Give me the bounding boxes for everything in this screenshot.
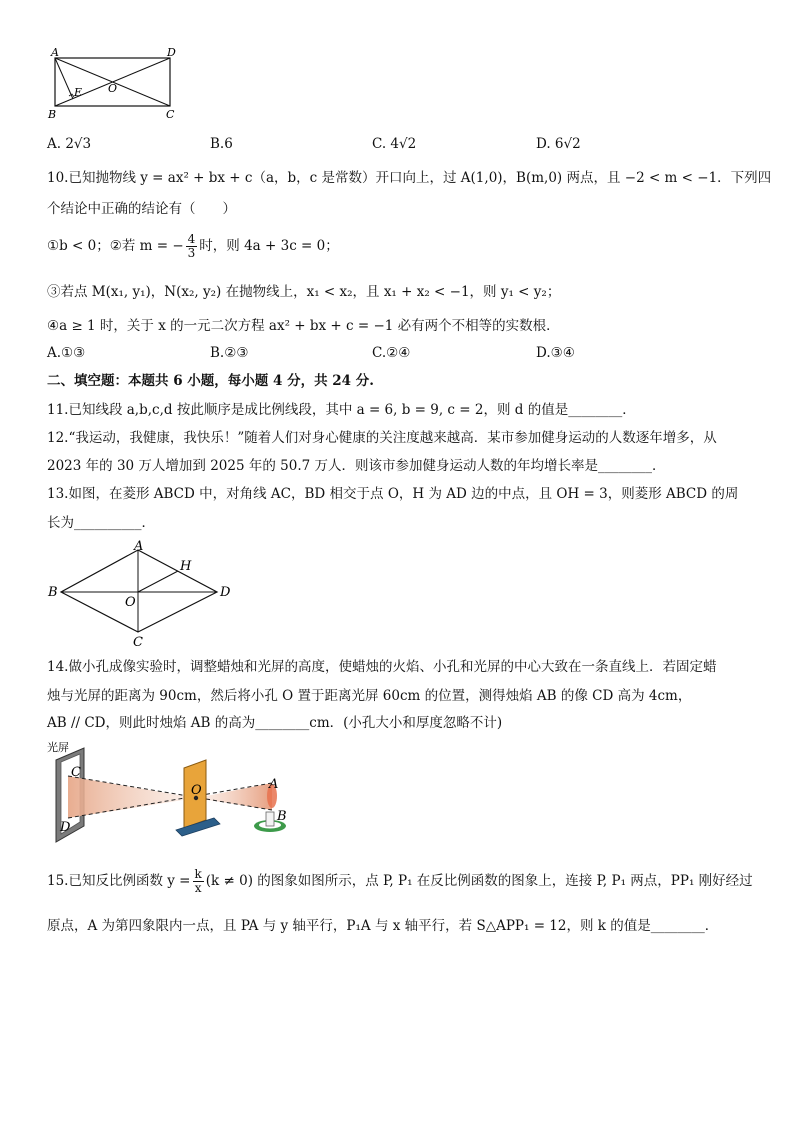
q10-option-d: D.③④ [536, 345, 575, 361]
beam-left [68, 776, 196, 818]
q10-s1-pre: ①b < 0；②若 m = − [47, 238, 184, 254]
q10-statement-3: ③若点 M(x₁, y₁)，N(x₂, y₂) 在抛物线上，x₁ < x₂，且 x₁ + x₂ < −1，则 y₁ < y₂； [47, 284, 561, 300]
q9-rectangle-figure [45, 46, 185, 122]
q15-fraction: $\frac{k}{x}$ [194, 867, 202, 895]
q14-stem-line3: AB // CD，则此时烛焰 AB 的高为________cm．(小孔大小和厚度忽略不计) [47, 715, 503, 731]
q15-line1-pre: 15.已知反比例函数 y = [47, 873, 191, 889]
label-d: D [60, 820, 71, 835]
label-d: D [167, 46, 176, 59]
q14-stem-line2: 烛与光屏的距离为 90cm，然后将小孔 O 置于距离光屏 60cm 的位置，测得烛焰 AB 的像 CD 高为 4cm， [47, 688, 692, 704]
q15-stem-line2: 原点，A 为第四象限内一点，且 PA 与 y 轴平行，P₁A 与 x 轴平行，若 S△APP₁ = 12，则 k 的值是________． [47, 918, 719, 934]
q9-option-d: D. 6√2 [536, 136, 581, 152]
q13-rhombus-figure [44, 538, 244, 648]
q12-stem-line2: 2023 年的 30 万人增加到 2025 年的 50.7 万人．则该市参加健身运动人数的年均增长率是________． [47, 458, 666, 474]
label-a: A [134, 539, 144, 554]
q9-option-c: C. 4√2 [372, 136, 417, 152]
q10-stem-line1: 10.已知抛物线 y = ax² + bx + c（a，b，c 是常数）开口向上，过 A(1,0)，B(m,0) 两点，且 −2 < m < −1．下列四 [47, 170, 772, 186]
q13-stem-line2: 长为__________． [47, 515, 155, 531]
q9-option-b: B.6 [210, 136, 233, 152]
label-b: B [48, 585, 58, 600]
label-c: C [133, 635, 143, 648]
label-c: C [166, 108, 175, 121]
label-o: O [125, 595, 136, 610]
label-e: E [74, 86, 83, 99]
label-a: A [51, 46, 59, 59]
segment-oh [138, 571, 178, 592]
candle-body [266, 812, 274, 826]
q13-stem-line1: 13.如图，在菱形 ABCD 中，对角线 AC，BD 相交于点 O，H 为 AD 边的中点，且 OH = 3，则菱形 ABCD 的周 [47, 486, 739, 502]
beam-right [196, 783, 272, 810]
q14-pinhole-figure [44, 738, 304, 850]
q15-stem-line1 [47, 868, 753, 895]
label-b: B [48, 108, 57, 121]
q10-statement-4: ④a ≥ 1 时，关于 x 的一元二次方程 ax² + bx + c = −1 必有两个不相等的实数根． [47, 318, 560, 334]
label-d: D [220, 585, 231, 600]
q10-s1-post: 时，则 4a + 3c = 0； [199, 238, 339, 254]
label-o: O [108, 82, 118, 95]
q12-stem-line1: 12.“我运动，我健康，我快乐！”随着人们对身心健康的关注度越来越高．某市参加健身运动的人数逐年增多，从 [47, 430, 717, 446]
q10-option-b: B.②③ [210, 345, 249, 361]
label-a: A [269, 777, 279, 792]
label-c: C [71, 765, 81, 780]
q9-option-a: A. 2√3 [47, 136, 92, 152]
q10-fraction: $\frac{4}{3}$ [187, 232, 196, 260]
q10-statement-1-2 [47, 233, 339, 260]
q11-stem: 11.已知线段 a,b,c,d 按此顺序是成比例线段，其中 a = 6, b = 9, c = 2，则 d 的值是________． [47, 402, 636, 418]
q10-option-a: A.①③ [47, 345, 86, 361]
q10-stem-line2: 个结论中正确的结论有（ ） [47, 201, 236, 217]
section-2-heading: 二、填空题：本题共 6 小题，每小题 4 分，共 24 分. [47, 373, 374, 389]
q14-stem-line1: 14.做小孔成像实验时，调整蜡烛和光屏的高度，使蜡烛的火焰、小孔和光屏的中心大致在一条直线上．若固定蜡 [47, 659, 717, 675]
q15-line1-post: (k ≠ 0) 的图象如图所示，点 P, P₁ 在反比例函数的图象上，连接 P, P₁ 两点，PP₁ 刚好经过 [205, 873, 753, 889]
label-h: H [180, 559, 192, 574]
q10-option-c: C.②④ [372, 345, 411, 361]
label-screen: 光屏 [47, 741, 69, 754]
label-b: B [277, 809, 287, 824]
label-o: O [191, 783, 202, 798]
